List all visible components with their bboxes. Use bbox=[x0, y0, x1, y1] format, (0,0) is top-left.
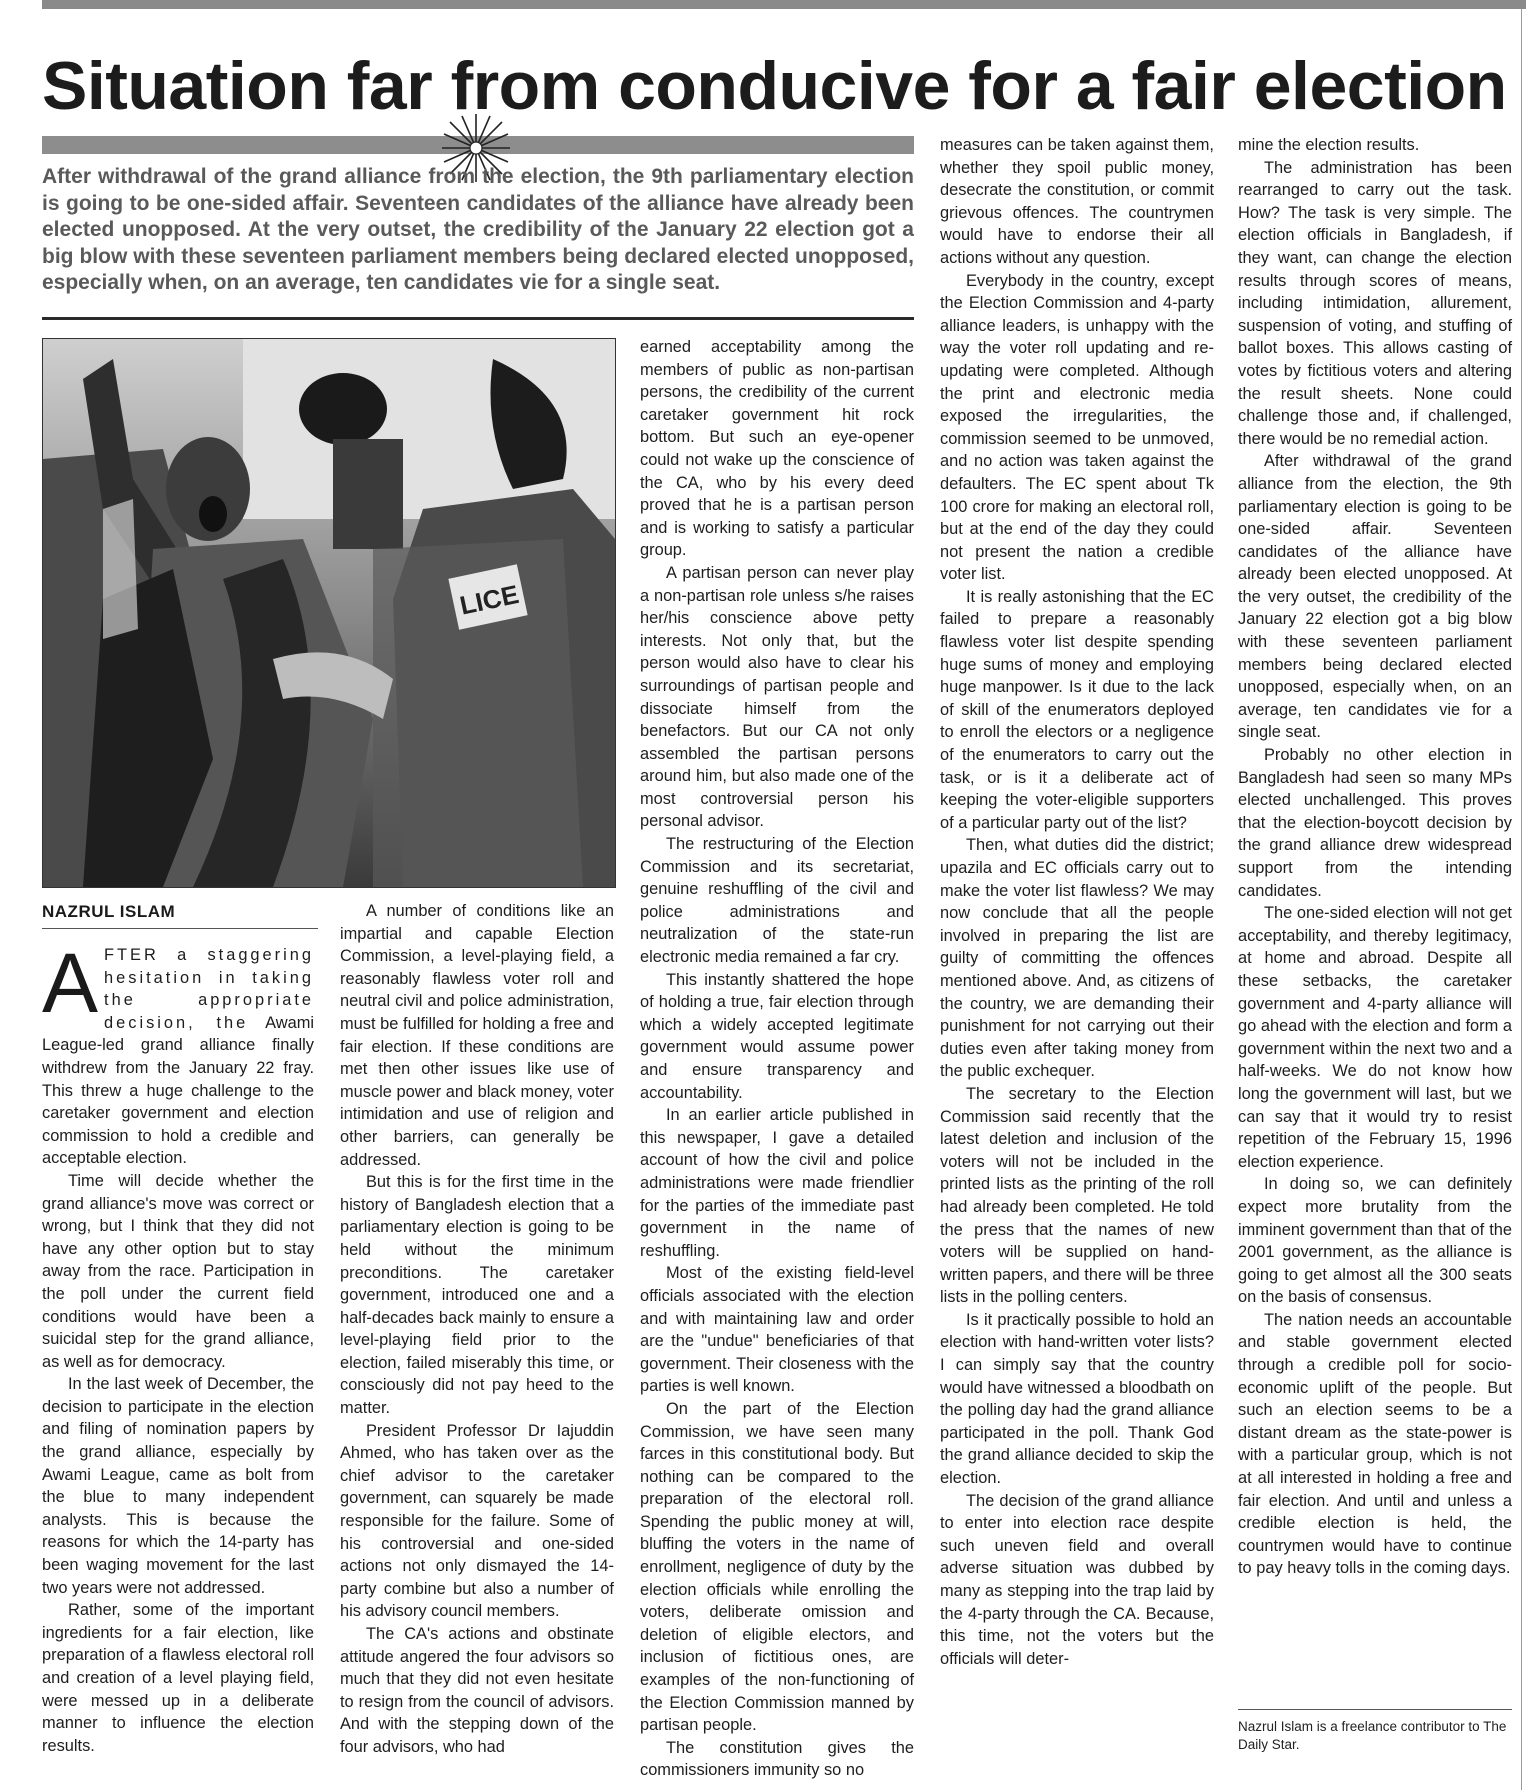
paragraph: It is really astonishing that the EC failed to prepare a reasonably flawless voter list despite spending huge sums of money and employing huge manpower. Is it due to the lack of skill of the enumerators deployed to enroll the electors or a negligence of the enumerators to carry out the task, or is it a deliberate act of keeping the voter-eligible supporters of a particular party out of the list? bbox=[940, 587, 1214, 832]
right-rule bbox=[1521, 9, 1522, 1790]
paragraph: A partisan person can never play a non-partisan role unless s/he raises her/his conscience above petty interests. Not only that, but the person would also have to clear his surroundings of partisan people and dissociate himself from the benefactors. But our CA not only assembled the partisan persons around him, but also made one of the most controversial person his personal advisor. bbox=[640, 563, 914, 831]
intro-rule bbox=[42, 317, 914, 320]
paragraph: A number of conditions like an impartial and capable Election Commission, a level-playing field, a reasonably flawless voter roll and neutral civil and police administration, must be fulfilled for holding a free and fair election. If these conditions are met then other issues like use of muscle power and black money, voter intimidation and use of religion and other barriers, can generally be addressed. bbox=[340, 902, 614, 1169]
paragraph: measures can be taken against them, whether they spoil public money, desecrate the constitution, or commit grievous offences. The countrymen would have to endorse their all actions without any question. bbox=[940, 136, 1214, 267]
lead-text: Awami League-led grand alliance finally withdrew from the January 22 fray. This threw a huge challenge to the caretaker government and election commission to hold a credible and acceptable election. bbox=[42, 1013, 315, 1168]
paragraph: In doing so, we can definitely expect more brutality from the imminent government than that of the 2001 government, as the alliance is going to get almost all the 300 seats on the basis of consensus. bbox=[1238, 1175, 1512, 1307]
paragraph: Time will decide whether the grand alliance's move was correct or wrong, but I think that they did not have any other option but to stay away from the race. Participation in the poll under the current field conditions would have been a suicidal step for the grand alliance, as well as for democracy. bbox=[42, 1171, 314, 1371]
dropcap: A bbox=[42, 936, 99, 1030]
paragraph: The secretary to the Election Commission said recently that the latest deletion and inclusion of the voters will not be included in the printed lists as the printing of the roll had already been completed. He told the press that the names of new voters will be supplied on hand-written papers, and there will be three lists in the polling centers. bbox=[940, 1084, 1214, 1307]
article-column-3 bbox=[640, 336, 914, 1782]
paragraph: After withdrawal of the grand alliance from the election, the 9th parliamentary election is going to be one-sided affair. Seventeen candidates of the alliance have already been elected unopposed. At the very outset, the credibility of the January 22 election got a big blow with these seventeen parliament members being declared elected unopposed, especially when, on an average, ten candidates vie for a single seat. bbox=[1238, 452, 1512, 742]
lead-spaced-text: FTER a staggering hesitation in taking the appropriate decision, the bbox=[104, 946, 314, 1032]
paragraph: Is it practically possible to hold an election with hand-written voter lists? I can simply say that the country would have witnessed a bloodbath on the polling day had the grand alliance participated in the poll. Thank God the grand alliance decided to skip the election. bbox=[940, 1310, 1214, 1488]
top-rule bbox=[42, 0, 1526, 9]
paragraph: Everybody in the country, except the Election Commission and 4-party alliance leaders, is unhappy with the way the voter roll updating and re-updating were completed. Although the print and electronic media exposed the irregularities, the commission seemed to be unmoved, and no action was taken against the defaulters. The EC spent about Tk 100 crore for making an electoral roll, but at the end of the day they could not present the nation a credible voter list. bbox=[940, 271, 1214, 584]
headline: Situation far from conducive for a fair election bbox=[42, 48, 1507, 124]
paragraph: The administration has been rearranged to carry out the task. How? The task is very simple. The election officials in Bangladesh, if they want, can change the election results through scores of means, including intimidation, allurement, suspension of voting, and stuffing of ballot boxes. This allows casting of votes by fictitious voters and altering the result sheets. None could challenge those and, if challenged, there would be no remedial action. bbox=[1238, 158, 1512, 448]
author-footnote: Nazrul Islam is a freelance contributor to The Daily Star. bbox=[1238, 1719, 1507, 1752]
paragraph: The decision of the grand alliance to enter into election race despite such uneven field and overall adverse situation was dubbed by many as stepping into the trap laid by the 4-party through the CA. Because, this time, not the voters but the officials will deter- bbox=[940, 1491, 1214, 1668]
paragraph: The nation needs an accountable and stable government elected through a credible poll for socio-economic uplift of the people. But such an election seems to be a distant dream as the state-power is with a particular group, which is not at all interested in holding a free and fair election. And until and unless a credible election is held, the countrymen would have to continue to pay heavy tolls in the coming days. bbox=[1238, 1310, 1512, 1578]
article-column-2 bbox=[340, 900, 614, 1759]
paragraph: On the part of the Election Commission, we have seen many farces in this constitutional body. But nothing can be compared to the preparation of the electoral roll. Spending the public money at will, bluffing the voters in the name of enrollment, negligence of duty by the election officials while enrolling the voters, deliberate omission and deletion of eligible electors, and inclusion of fictitious ones, are examples of the non-functioning of the Election Commission manned by partisan people. bbox=[640, 1399, 914, 1735]
protest-photo-illustration bbox=[43, 339, 615, 887]
footnote-rule bbox=[1238, 1709, 1512, 1710]
police-label: LICE bbox=[457, 578, 522, 621]
lead-paragraph bbox=[42, 936, 315, 1170]
paragraph: Most of the existing field-level officials associated with the election and with maintaining law and order are the "undue" beneficiaries of that government. Their closeness with the parties is well known. bbox=[640, 1264, 914, 1396]
paragraph: The CA's actions and obstinate attitude angered the four advisors so much that they did not even hesitate to resign from the council of advisors. And with the stepping down of the four advisors, who had bbox=[340, 1625, 614, 1756]
article-column-4 bbox=[940, 134, 1214, 1670]
paragraph: But this is for the first time in the history of Bangladesh election that a parliamentary election is going to be held without the minimum preconditions. The caretaker government, introduced one and a half-decades back mainly to ensure a level-playing field prior to the election, failed miserably this time, or consciously did not pay heed to the matter. bbox=[340, 1173, 614, 1418]
paragraph: Then, what duties did the district; upazila and EC officials carry out to make the voter list flawless? We may now conclude that all the people involved in preparing the list are guilty of committing the offences mentioned above. And, as citizens of the country, we are demanding their punishment for not carrying out their duties even after taking money from the public exchequer. bbox=[940, 836, 1214, 1081]
paragraph: Rather, some of the important ingredients for a fair election, like preparation of a flawless electoral roll and creation of a level playing field, were messed up in a deliberate manner to influence the election results. bbox=[42, 1601, 314, 1755]
paragraph: mine the election results. bbox=[1238, 136, 1420, 154]
paragraph: President Professor Dr Iajuddin Ahmed, who has taken over as the chief advisor to the caretaker government, can squarely be made responsible for the failure. Some of his controversial and one-sided actions not only dismayed the 14-party combine but also a number of his advisory council members. bbox=[340, 1421, 614, 1621]
paragraph: The one-sided election will not get acceptability, and thereby legitimacy, at home and abroad. Despite all these setbacks, the caretaker government and 4-party alliance will go ahead with the election and form a government within the next two and a half-weeks. We do not know how long the government will last, but we can say that it would try to resist repetition of the February 15, 1996 election experience. bbox=[1238, 904, 1512, 1171]
article-column-5 bbox=[1238, 134, 1512, 1580]
intro-paragraph: After withdrawal of the grand alliance from the election, the 9th parliamentary election is going to be one-sided affair. Seventeen candidates of the alliance have already been elected unopposed. At the very outset, the credibility of the January 22 election got a big blow with these seventeen parliament members being declared elected unopposed, especially when, on an average, ten candidates vie for a single seat. bbox=[42, 165, 914, 295]
paragraph: In an earlier article published in this newspaper, I gave a detailed account of how the civil and police administrations were made friendlier for the parties of the immediate past government in the name of reshuffling. bbox=[640, 1106, 914, 1260]
byline-rule bbox=[42, 928, 318, 929]
protest-photo bbox=[42, 338, 616, 888]
paragraph: The constitution gives the commissioners immunity so no bbox=[640, 1738, 914, 1780]
article-column-1 bbox=[42, 936, 315, 1757]
paragraph: The restructuring of the Election Commission and its secretariat, genuine reshuffling of the civil and police administrations and neutralization of the state-run electronic media remained a far cry. bbox=[640, 835, 914, 967]
paragraph: earned acceptability among the members of public as non-partisan persons, the credibility of the current caretaker government hit rock bottom. But such an eye-opener could not wake up the conscience of the CA, who by his every deed proved that he is a partisan person and is working to satisfy a particular group. bbox=[640, 338, 914, 560]
byline: NAZRUL ISLAM bbox=[42, 902, 176, 921]
paragraph: In the last week of December, the decision to participate in the election and filing of nomination papers by the grand alliance, especially by Awami League, came as bolt from the blue to many independent analysts. This is because the reasons for which the 14-party has been waging movement for the last two years were not addressed. bbox=[42, 1375, 314, 1597]
paragraph: Probably no other election in Bangladesh had seen so many MPs elected unchallenged. This proves that the election-boycott decision by the grand alliance drew widespread support from the intending candidates. bbox=[1238, 746, 1512, 900]
paragraph: This instantly shattered the hope of holding a true, fair election through which a widely accepted legitimate government would assume power and ensure transparency and accountability. bbox=[640, 970, 914, 1102]
